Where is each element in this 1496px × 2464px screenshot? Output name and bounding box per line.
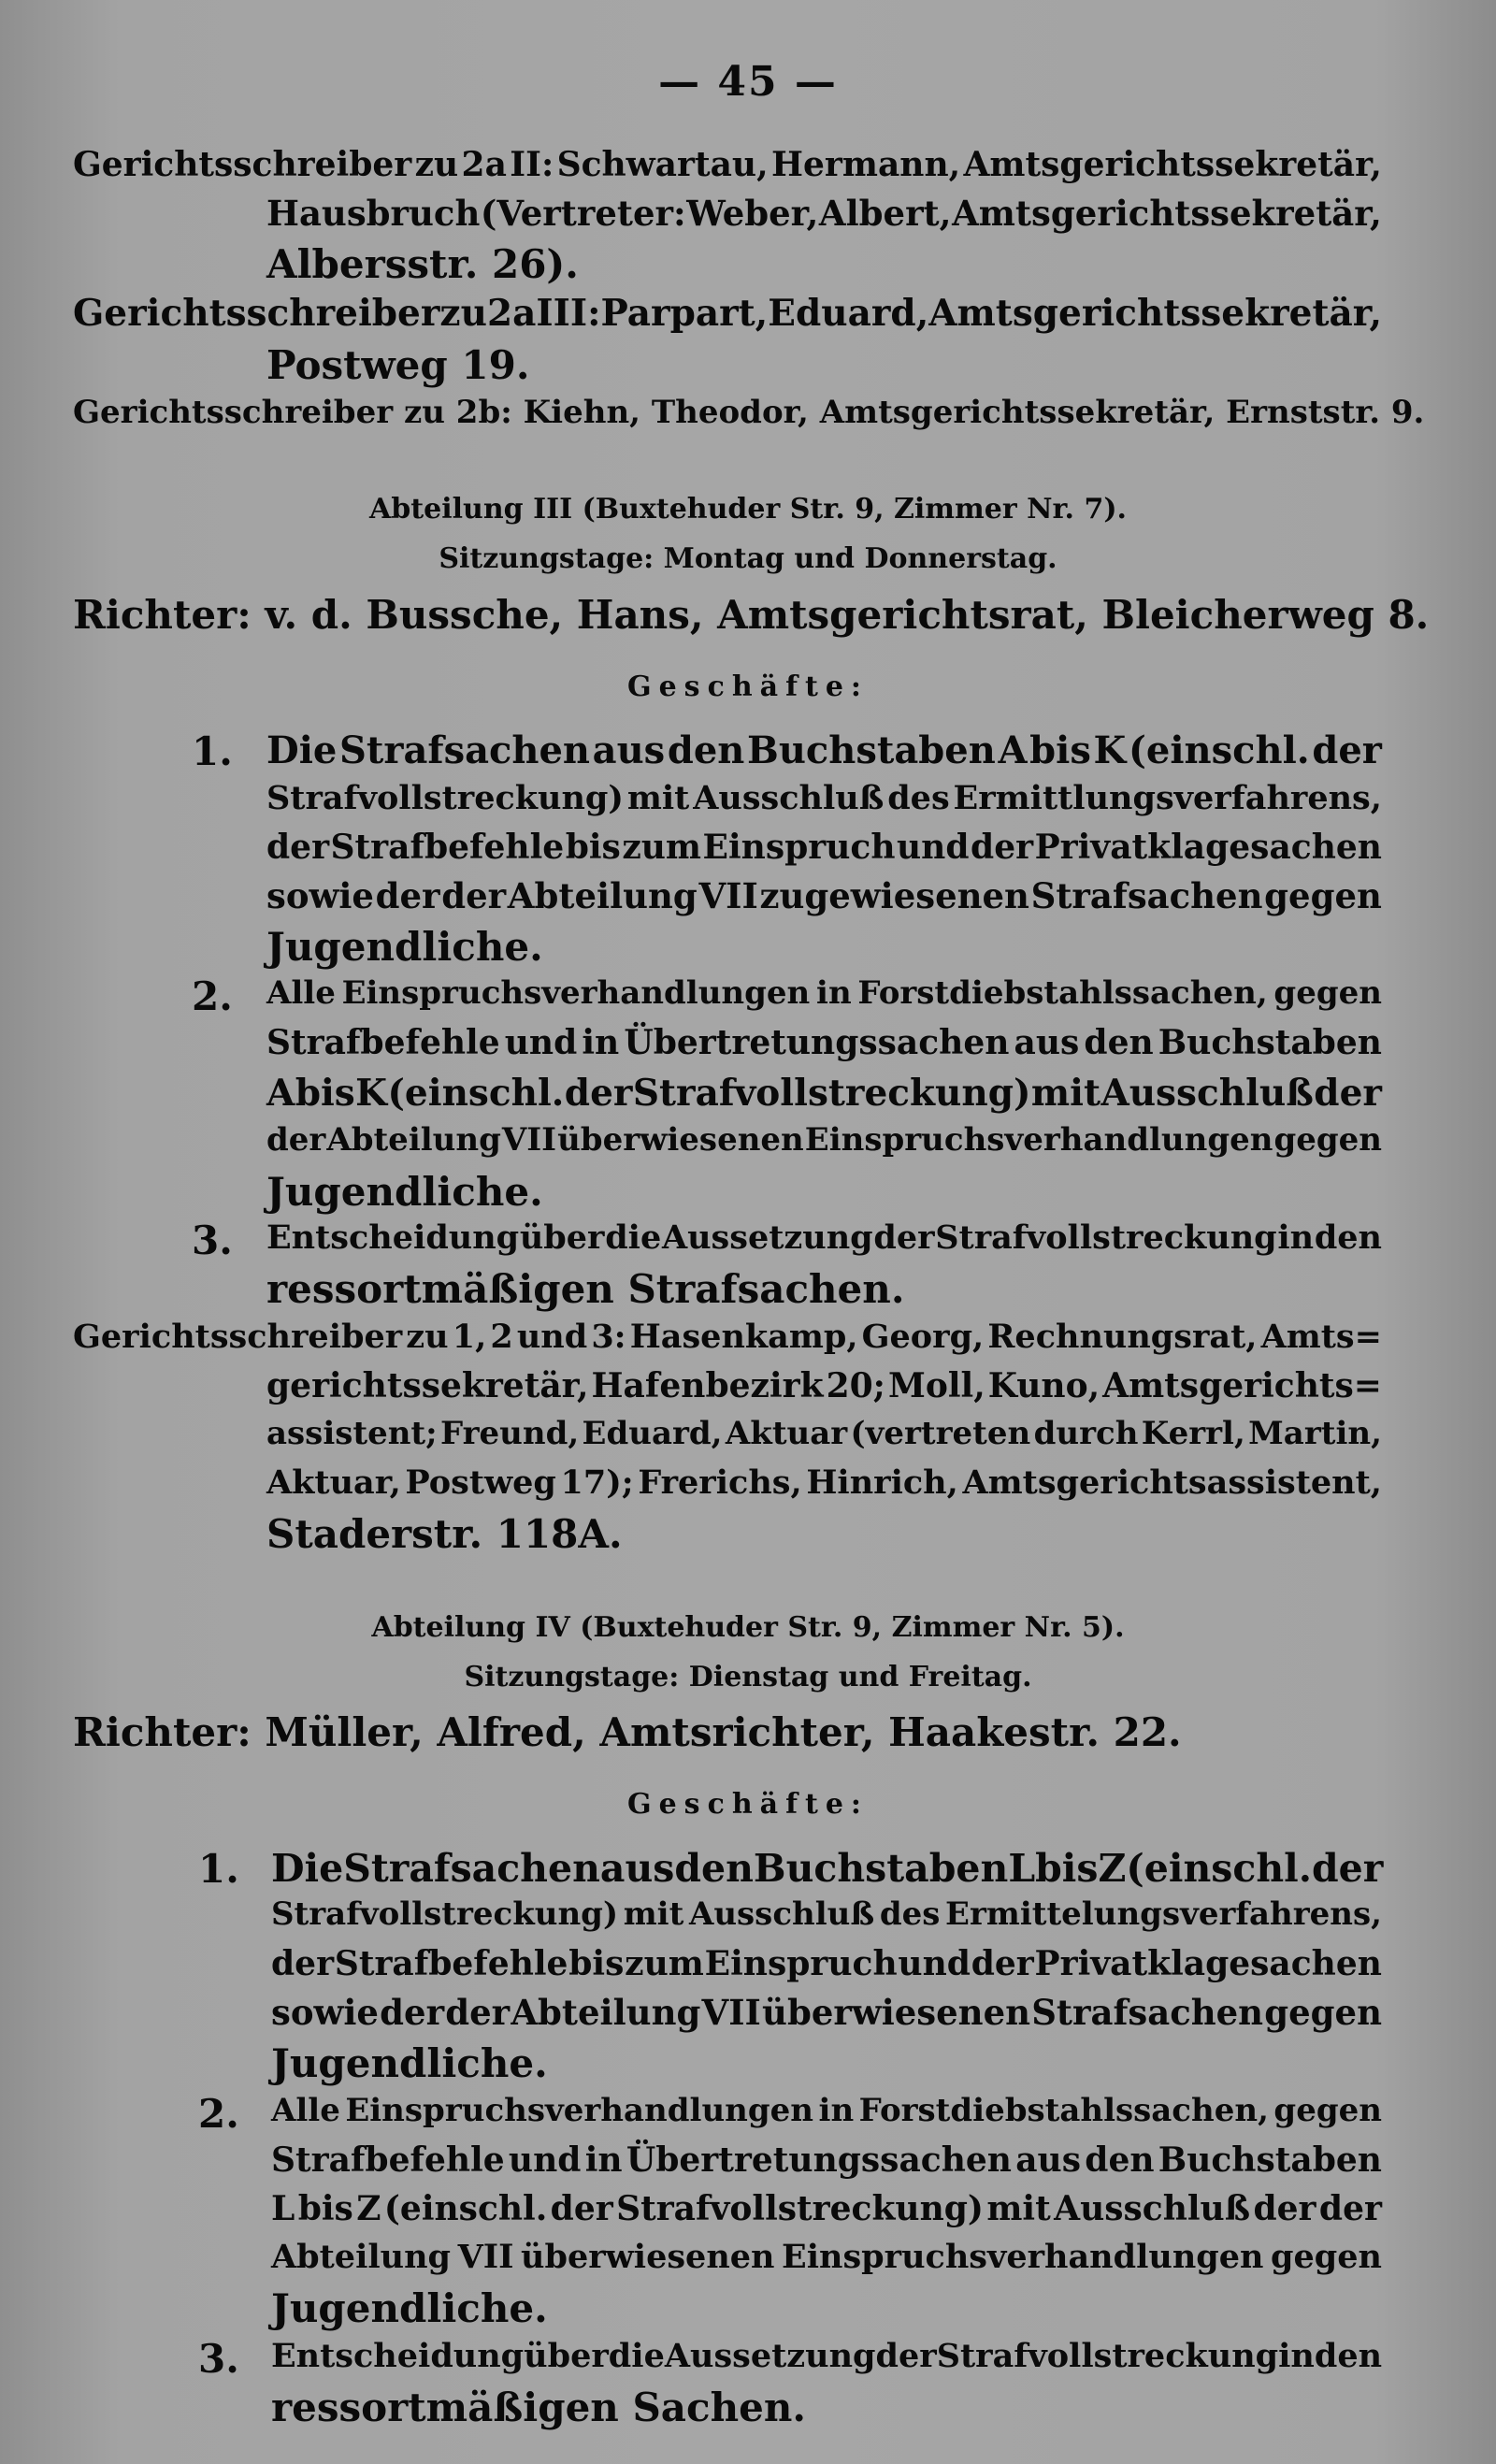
- item-line: ressortmäßigen Sachen.: [271, 2385, 806, 2430]
- judge-line: Richter: Müller, Alfred, Amtsrichter, Haakestr. 22.: [73, 1709, 1182, 1755]
- item-line: Strafvollstreckung) mit Ausschluß des Ermittelungsverfahrens,: [271, 1895, 1382, 1933]
- business-title: Geschäfte:: [626, 1788, 870, 1821]
- item-number: 2.: [192, 973, 233, 1019]
- clerks-line: assistent; Freund, Eduard, Aktuar (vertreten durch Kerrl, Martin,: [266, 1415, 1382, 1452]
- clerk-line: Hausbruch (Vertreter: Weber, Albert, Amtsgerichtssekretär,: [266, 193, 1382, 234]
- clerks-line: gerichtssekretär, Hafenbezirk 20; Moll, Kuno, Amtsgerichts=: [266, 1366, 1382, 1405]
- item-line: Alle Einspruchsverhandlungen in Forstdiebstahlssachen, gegen: [271, 2092, 1382, 2129]
- business-title: Geschäfte:: [626, 670, 870, 703]
- item-number: 1.: [198, 1846, 239, 1892]
- clerks-line: Aktuar, Postweg 17); Frerichs, Hinrich, Amtsgerichtsassistent,: [266, 1463, 1382, 1502]
- item-number: 3.: [198, 2336, 239, 2382]
- item-number: 1.: [192, 728, 233, 774]
- clerk-line: Albersstr. 26).: [266, 241, 579, 287]
- page-number: — 45 —: [658, 58, 838, 106]
- item-line: sowie der der Abteilung VII zugewiesenen Strafsachen gegen: [266, 875, 1382, 916]
- section-heading: Abteilung IV (Buxtehuder Str. 9, Zimmer Nr. 5).: [371, 1611, 1125, 1644]
- judge-line: Richter: v. d. Bussche, Hans, Amtsgerichtsrat, Bleicherweg 8.: [73, 592, 1430, 638]
- item-line: Strafvollstreckung) mit Ausschluß des Ermittlungsverfahrens,: [266, 779, 1382, 817]
- clerk-line: Gerichtsschreiber zu 2a III: Parpart, Eduard, Amtsgerichtssekretär,: [73, 292, 1383, 335]
- item-line: der Strafbefehle bis zum Einspruch und der Privatklagesachen: [266, 828, 1382, 867]
- item-line: Abteilung VII überwiesenen Einspruchsverhandlungen gegen: [271, 2238, 1382, 2276]
- item-line: der Abteilung VII überwiesenen Einspruchsverhandlungen gegen: [266, 1121, 1382, 1159]
- item-line: der Strafbefehle bis zum Einspruch und der Privatklagesachen: [271, 1944, 1382, 1983]
- item-line: Alle Einspruchsverhandlungen in Forstdiebstahlssachen, gegen: [266, 974, 1382, 1012]
- clerk-line: Postweg 19.: [266, 342, 530, 388]
- item-line: Jugendliche.: [271, 2285, 548, 2331]
- item-line: Strafbefehle und in Übertretungssachen aus den Buchstaben: [271, 2140, 1382, 2180]
- session-days: Sitzungstage: Dienstag und Freitag.: [464, 1661, 1032, 1693]
- clerk-line: Gerichtsschreiber zu 2a II: Schwartau, Hermann, Amtsgerichtssekretär,: [73, 145, 1382, 184]
- item-number: 3.: [192, 1218, 233, 1263]
- item-line: sowie der der Abteilung VII überwiesenen Strafsachen gegen: [271, 1992, 1382, 2033]
- item-line: Jugendliche.: [266, 1169, 543, 1215]
- item-line: Entscheidung über die Aussetzung der Strafvollstreckung in den: [266, 1218, 1382, 1257]
- item-line: Die Strafsachen aus den Buchstaben L bis Z (einschl. der: [271, 1846, 1384, 1891]
- item-number: 2.: [198, 2091, 239, 2137]
- item-line: Entscheidung über die Aussetzung der Strafvollstreckung in den: [271, 2337, 1383, 2375]
- session-days: Sitzungstage: Montag und Donnerstag.: [439, 542, 1057, 575]
- item-line: Jugendliche.: [271, 2040, 548, 2086]
- item-line: Strafbefehle und in Übertretungssachen aus den Buchstaben: [266, 1023, 1382, 1062]
- item-line: A bis K (einschl. der Strafvollstreckung) mit Ausschluß der: [266, 1072, 1382, 1115]
- item-line: Jugendliche.: [266, 924, 543, 970]
- section-heading: Abteilung III (Buxtehuder Str. 9, Zimmer Nr. 7).: [369, 493, 1127, 526]
- clerks-line: Gerichtsschreiber zu 1, 2 und 3: Hasenkamp, Georg, Rechnungsrat, Amts=: [73, 1318, 1382, 1356]
- item-line: L bis Z (einschl. der Strafvollstreckung) mit Ausschluß der der: [271, 2189, 1382, 2228]
- clerks-line: Staderstr. 118A.: [266, 1511, 623, 1557]
- item-line: ressortmäßigen Strafsachen.: [266, 1266, 905, 1312]
- clerk-line: Gerichtsschreiber zu 2b: Kiehn, Theodor, Amtsgerichtssekretär, Ernststr. 9.: [73, 394, 1425, 431]
- item-line: Die Strafsachen aus den Buchstaben A bis K (einschl. der: [266, 728, 1382, 772]
